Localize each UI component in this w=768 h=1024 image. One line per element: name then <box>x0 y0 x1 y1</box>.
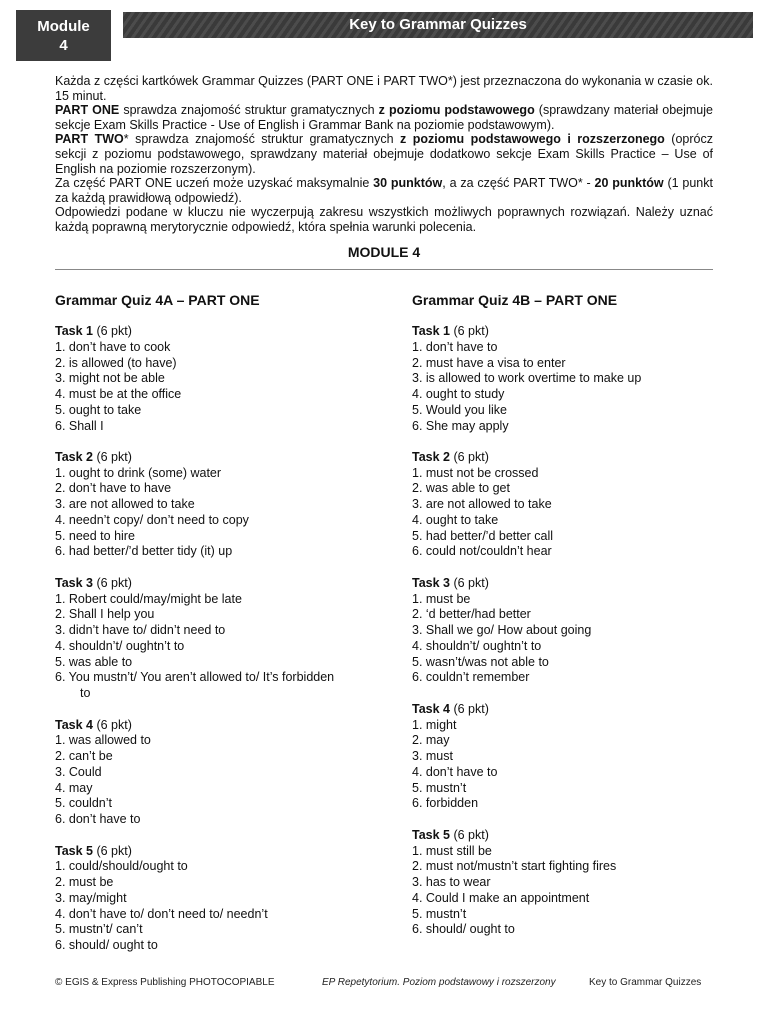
answer-item: 6. should/ ought to <box>55 938 158 952</box>
answer-item: 4. don’t have to/ don’t need to/ needn’t <box>55 906 268 921</box>
answer-item: 5. mustn’t/ can’t <box>55 922 143 937</box>
task-points: (6 pkt) <box>450 701 489 716</box>
task-label: Task 4 <box>412 701 450 716</box>
quiz-4a-task-4 <box>55 718 395 828</box>
answer-item: 3. has to wear <box>412 875 491 889</box>
answer-item: 5. wasn’t/was not able to <box>412 654 549 669</box>
intro-p4-text-3: (1 punkt za każdą prawidłową odpowiedź). <box>55 176 713 205</box>
task-heading <box>412 576 732 592</box>
answer-item: 2. may <box>412 733 450 748</box>
task-points: (6 pkt) <box>93 449 132 464</box>
quiz-4a-column <box>55 292 395 969</box>
task-points: (6 pkt) <box>93 575 132 590</box>
answer-item: 3. Could <box>55 764 102 779</box>
answer-item: 1. might <box>412 717 457 732</box>
quiz-4a-task-1 <box>55 324 395 434</box>
module-heading: MODULE 4 <box>347 244 421 260</box>
answer-item: 1. must be <box>412 591 471 606</box>
answer-item: 2. ‘d better/had better <box>412 607 531 622</box>
intro-p3-bold-1: PART TWO <box>55 132 124 147</box>
task-heading <box>55 450 395 466</box>
task-points: (6 pkt) <box>450 324 489 338</box>
task-points: (6 pkt) <box>450 827 489 842</box>
answer-item: 4. ought to study <box>412 387 505 401</box>
task-label: Task 2 <box>55 449 93 464</box>
answer-item: 2. was able to get <box>412 481 510 496</box>
answer-item: 4. shouldn’t/ oughtn’t to <box>412 638 542 653</box>
answer-item: 2. don’t have to have <box>55 481 172 496</box>
intro-p2-bold-2: z poziomu podstawowego <box>378 103 535 118</box>
task-heading <box>55 576 395 592</box>
page-title: Key to Grammar Quizzes <box>349 16 527 33</box>
answer-item: 3. are not allowed to take <box>412 497 552 512</box>
answer-item: 5. mustn’t <box>412 780 467 795</box>
section-divider <box>55 269 713 270</box>
answer-item: 1. don’t have to <box>412 339 498 354</box>
intro-paragraph-1: Każda z części kartkówek Grammar Quizzes (PART ONE i PART TWO*) jest przeznaczona do wykonania w czasie ok. 15 minut. <box>55 74 713 103</box>
quiz-4b-task-2 <box>412 450 732 560</box>
task-label: Task 4 <box>55 717 93 732</box>
answer-item: 5. couldn’t <box>55 796 112 811</box>
task-label: Task 3 <box>55 575 93 590</box>
quiz-4a-task-3 <box>55 576 395 702</box>
answer-item: 2. Shall I help you <box>55 607 155 622</box>
answer-item: 6. couldn’t remember <box>412 670 530 685</box>
answer-item-continuation <box>55 686 395 702</box>
task-label: Task 1 <box>412 324 450 338</box>
answer-item: 4. ought to take <box>412 512 499 527</box>
module-badge-number: 4 <box>59 37 68 54</box>
quiz-4b-column <box>412 292 732 954</box>
intro-p2-text-1: sprawdza znajomość struktur gramatycznych <box>119 103 379 118</box>
task-label: Task 2 <box>412 449 450 464</box>
answer-item: 1. ought to drink (some) water <box>55 465 222 480</box>
task-heading <box>412 324 732 340</box>
answer-item: 2. must not/mustn’t start fighting fires <box>412 859 617 874</box>
task-label: Task 5 <box>55 843 93 858</box>
intro-p4-text-1: Za część PART ONE uczeń może uzyskać maksymalnie <box>55 176 374 191</box>
task-label: Task 5 <box>412 827 450 842</box>
quiz-4a-task-5 <box>55 844 395 954</box>
quiz-4b-task-4 <box>412 702 732 812</box>
answer-item: 4. must be at the office <box>55 387 182 401</box>
answer-item: 5. had better/’d better call <box>412 528 554 543</box>
module-badge <box>16 10 111 61</box>
intro-paragraph-3 <box>55 132 713 176</box>
module-badge-label: Module <box>37 18 90 35</box>
answer-item: 3. is allowed to work overtime to make up <box>412 371 642 386</box>
task-heading <box>412 828 732 844</box>
answer-item: 6. forbidden <box>412 796 479 811</box>
quiz-4b-task-3 <box>412 576 732 686</box>
answer-item: 6. don’t have to <box>55 812 141 827</box>
answer-item: 2. must be <box>55 875 114 889</box>
answer-item: 1. Robert could/may/might be late <box>55 591 242 606</box>
answer-item: 3. Shall we go/ How about going <box>412 623 592 638</box>
task-label: Task 3 <box>412 575 450 590</box>
intro-paragraph-4 <box>55 176 713 205</box>
answer-item: 6. You mustn’t/ You aren’t allowed to/ It’s forbidden <box>55 670 335 685</box>
footer-copyright: © EGIS & Express Publishing PHOTOCOPIABLE <box>55 977 275 988</box>
answer-item: 2. must have a visa to enter <box>412 355 566 370</box>
footer-book-title: EP Repetytorium. Poziom podstawowy i rozszerzony <box>322 977 556 988</box>
answer-item: 3. didn’t have to/ didn’t need to <box>55 623 226 638</box>
answer-item: 6. could not/couldn’t hear <box>412 544 552 559</box>
answer-item: 5. mustn’t <box>412 906 467 921</box>
answer-item: 6. should/ ought to <box>412 922 515 937</box>
answer-item: 6. had better/’d better tidy (it) up <box>55 544 233 559</box>
answer-item: 5. need to hire <box>55 528 135 543</box>
answer-item: 3. must <box>412 749 453 764</box>
answer-item: 5. was able to <box>55 654 133 669</box>
quiz-4a-title: Grammar Quiz 4A – PART ONE <box>55 292 260 308</box>
intro-p3-bold-2: z poziomu podstawowego i rozszerzonego <box>400 132 665 147</box>
intro-p4-bold-2: 20 punktów <box>594 176 664 191</box>
answer-item: 1. could/should/ought to <box>55 859 188 874</box>
quiz-4a-task-2 <box>55 450 395 560</box>
footer-section-title: Key to Grammar Quizzes <box>589 977 702 988</box>
answer-item: 3. are not allowed to take <box>55 497 195 512</box>
answer-item: 4. may <box>55 780 93 795</box>
answer-item: 1. was allowed to <box>55 733 151 748</box>
answer-item: 4. don’t have to <box>412 764 498 779</box>
answer-item: 6. She may apply <box>412 418 509 433</box>
answer-item: 3. may/might <box>55 890 127 905</box>
task-heading <box>412 450 732 466</box>
answer-item: 3. might not be able <box>55 371 165 386</box>
quiz-4b-title: Grammar Quiz 4B – PART ONE <box>412 292 618 308</box>
answer-item: 4. needn’t copy/ don’t need to copy <box>55 512 249 527</box>
task-points: (6 pkt) <box>93 717 132 732</box>
task-heading <box>55 324 395 340</box>
page-title-bar <box>123 12 753 38</box>
task-points: (6 pkt) <box>450 575 489 590</box>
intro-paragraph-2 <box>55 103 713 132</box>
answer-item: 4. shouldn’t/ oughtn’t to <box>55 638 185 653</box>
answer-continuation-text: to <box>80 686 91 701</box>
intro-paragraph-5: Odpowiedzi podane w kluczu nie wyczerpują zakresu wszystkich możliwych poprawnych rozwiązań. Należy uznać każdą poprawną merytorycznie odpowiedź, która spełnia warunki polecenia. <box>55 205 713 234</box>
task-heading <box>55 718 395 734</box>
intro-text <box>55 74 713 235</box>
answer-item: 1. must still be <box>412 843 492 858</box>
answer-item: 2. is allowed (to have) <box>55 355 177 370</box>
quiz-4b-task-1 <box>412 324 732 434</box>
answer-item: 1. don’t have to cook <box>55 339 171 354</box>
answer-item: 1. must not be crossed <box>412 465 539 480</box>
intro-p2-text-2: (sprawdzany materiał obejmuje sekcje Exam Skills Practice - Use of English i Grammar Bank na poziomie podstawowym). <box>55 103 713 132</box>
task-heading <box>55 844 395 860</box>
task-points: (6 pkt) <box>450 449 489 464</box>
answer-item: 2. can’t be <box>55 749 113 764</box>
quiz-4b-task-5 <box>412 828 732 938</box>
task-heading <box>412 702 732 718</box>
answer-item: 6. Shall I <box>55 418 104 433</box>
intro-p4-bold-1: 30 punktów <box>373 176 443 191</box>
answer-item: 5. ought to take <box>55 402 142 417</box>
task-label: Task 1 <box>55 324 93 338</box>
intro-p3-text-1: * sprawdza znajomość struktur gramatycznych <box>123 132 400 147</box>
intro-p3-text-2: (oprócz sekcji z poziomu podstawowego, sprawdzany materiał obejmuje dodatkowo sekcje Exam Skills Practice – Use of English na poziomie rozszerzonym). <box>55 132 713 176</box>
task-points: (6 pkt) <box>93 843 132 858</box>
intro-p2-bold-1: PART ONE <box>55 103 120 118</box>
answer-item: 4. Could I make an appointment <box>412 890 590 905</box>
task-points: (6 pkt) <box>93 324 132 338</box>
answer-item: 5. Would you like <box>412 402 507 417</box>
intro-p4-text-2: , a za część PART TWO* - <box>442 176 595 191</box>
